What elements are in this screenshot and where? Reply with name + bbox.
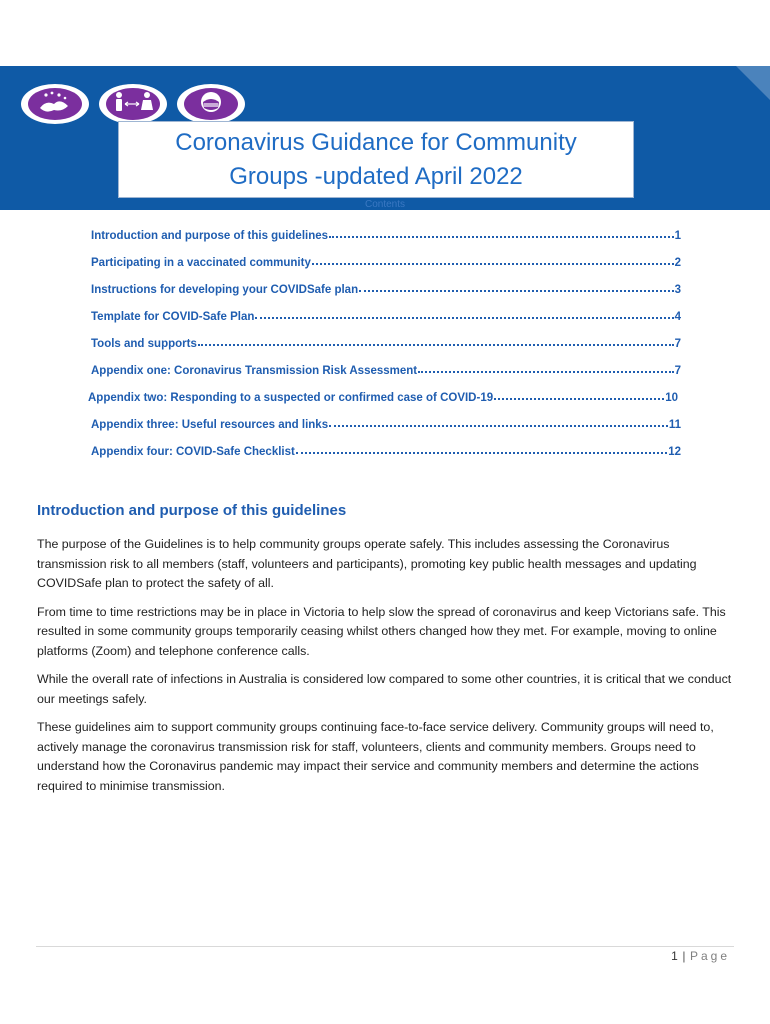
toc-entry-template[interactable] <box>91 305 681 323</box>
toc-entry-title: Participating in a vaccinated community <box>91 257 311 269</box>
toc-leader <box>198 335 674 346</box>
page-number <box>671 949 730 963</box>
toc-leader <box>255 308 673 319</box>
section-heading: Introduction and purpose of this guidelines <box>37 502 347 519</box>
toc-entry-appendix-two[interactable] <box>88 386 678 404</box>
toc-leader <box>359 281 674 292</box>
toc-entry-title: Appendix two: Responding to a suspected or confirmed case of COVID-19 <box>88 392 494 404</box>
toc-leader <box>329 227 674 238</box>
handwashing-icon <box>21 84 89 124</box>
paragraph: From time to time restrictions may be in place in Victoria to help slow the spread of coronavirus and keep Victorians safe. This resulted in some community groups temporarily ceasing whilst others changed how they met. For example, moving to online platforms (Zoom) and telephone conference calls. <box>37 604 726 658</box>
toc-leader <box>312 254 674 265</box>
toc-entry-title: Tools and supports <box>91 338 197 350</box>
toc-entry-introduction[interactable] <box>91 224 681 242</box>
social-distancing-icon <box>99 84 167 124</box>
page-number-separator: | <box>682 949 686 963</box>
paragraph: The purpose of the Guidelines is to help community groups operate safely. This includes assessing the Coronavirus transmission risk to all members (staff, volunteers and participants), promoting key public health messages and updating COVIDSafe plan to protect the safety of all. <box>37 537 697 590</box>
toc-entry-page: 7 <box>674 338 681 350</box>
toc-entry-title: Appendix four: COVID-Safe Checklist <box>91 446 295 458</box>
document-title: Coronavirus Guidance for Community Groups -updated April 2022 <box>175 128 577 190</box>
toc-entry-title: Instructions for developing your COVIDSafe plan <box>91 284 359 296</box>
toc-entry-page: 1 <box>674 230 681 242</box>
toc-entry-page: 4 <box>674 311 681 323</box>
toc-entry-appendix-four[interactable] <box>91 440 681 458</box>
footer-divider <box>36 946 734 947</box>
toc-entry-page: 10 <box>665 392 678 404</box>
paragraph: While the overall rate of infections in Australia is considered low compared to some other countries, it is critical that we conduct our meetings safely. <box>37 672 732 706</box>
toc-entry-title: Introduction and purpose of this guidelines <box>91 230 329 242</box>
face-mask-icon <box>177 84 245 124</box>
title-box <box>118 121 634 198</box>
toc-entry-covidsafe-instructions[interactable] <box>91 278 681 296</box>
toc-entry-title: Appendix three: Useful resources and links <box>91 419 329 431</box>
toc-leader <box>418 362 673 373</box>
toc-leader <box>494 389 664 400</box>
toc-leader <box>296 443 667 454</box>
toc-entry-page: 7 <box>674 365 681 377</box>
toc-entry-title: Template for COVID-Safe Plan <box>91 311 255 323</box>
toc-entry-title: Appendix one: Coronavirus Transmission Risk Assessment <box>91 365 418 377</box>
contents-label: Contents <box>364 199 406 210</box>
section-body <box>37 535 737 805</box>
toc-entry-page: 11 <box>668 419 681 431</box>
toc-entry-appendix-one[interactable] <box>91 359 681 377</box>
paragraph: These guidelines aim to support community groups continuing face-to-face service delivery. Community groups will need to, actively manage the coronavirus transmission risk for staff, volunteers, clients and community members. Groups need to understand how the Coronavirus pandemic may impact their service and community members and determine the actions required to minimise transmission. <box>37 720 714 793</box>
toc-entry-page: 3 <box>674 284 681 296</box>
page-word: Page <box>689 949 730 963</box>
banner-corner-fold <box>736 66 770 100</box>
page-number-value: 1 <box>671 949 679 963</box>
toc-entry-page: 2 <box>674 257 681 269</box>
toc-entry-page: 12 <box>668 446 681 458</box>
toc-entry-tools-supports[interactable] <box>91 332 681 350</box>
toc-entry-vaccinated-community[interactable] <box>91 251 681 269</box>
toc-leader <box>329 416 668 427</box>
toc-entry-appendix-three[interactable] <box>91 413 681 431</box>
